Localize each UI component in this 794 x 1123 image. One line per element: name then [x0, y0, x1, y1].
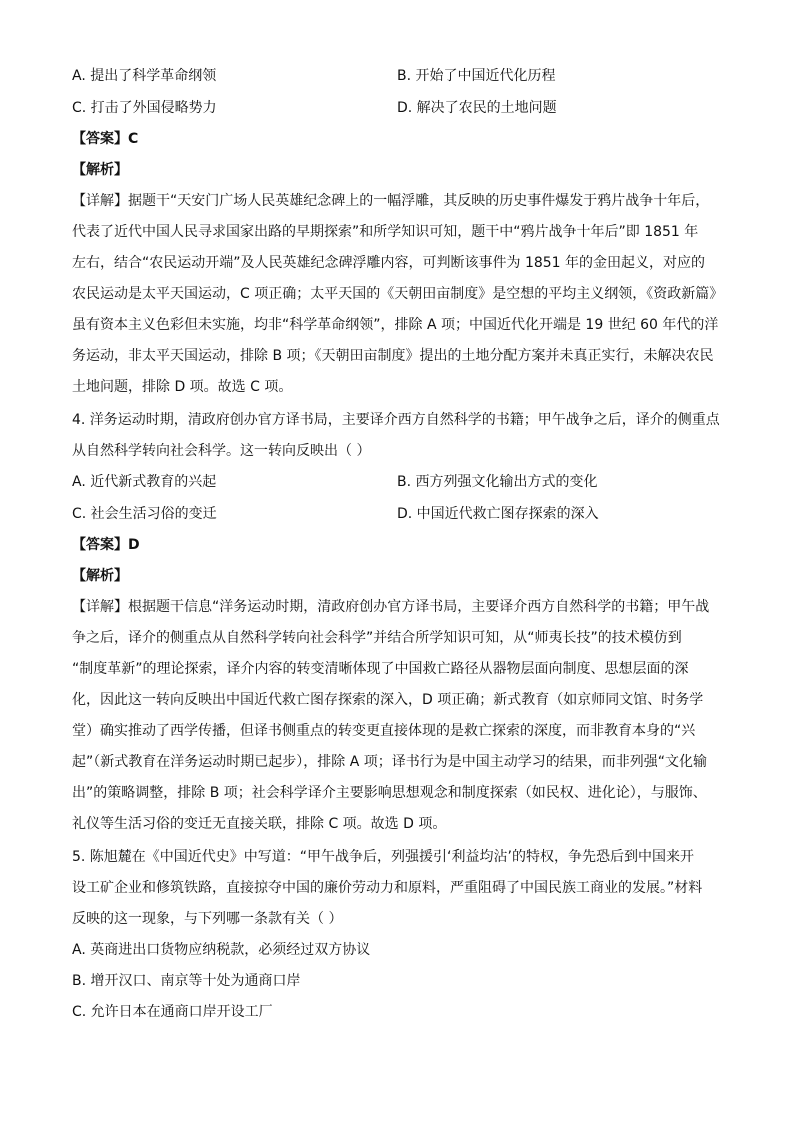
- q3-detail-line: 【详解】据题干“天安门广场人民英雄纪念碑上的一幅浮雕，其反映的历史事件爆发于鸦片战争十年后，: [72, 193, 710, 209]
- q3-detail-line: 务运动，非太平天国运动，排除 B 项；《天朝田亩制度》提出的土地分配方案并未真正实行，未解决农民: [72, 348, 714, 364]
- q4-option-c: C. 社会生活习俗的变迁: [72, 506, 217, 522]
- q4-detail-paragraph: [72, 592, 722, 840]
- q4-detail-line: 礼仪等生活习俗的变迁无直接关联，排除 C 项。故选 D 项。: [72, 816, 447, 832]
- q3-option-b: B. 开始了中国近代化历程: [397, 68, 556, 84]
- q5-option-b: B. 增开汉口、南京等十处为通商口岸: [72, 973, 301, 989]
- q3-detail-line: 左右，结合“农民运动开端”及人民英雄纪念碑浮雕内容，可判断该事件为 1851 年的金田起义，对应的: [72, 255, 706, 271]
- q3-answer: 【答案】C: [72, 131, 139, 147]
- q3-detail-line: 农民运动是太平天国运动，C 项正确；太平天国的《天朝田亩制度》是空想的平均主义纲领，《资政新篇》: [72, 286, 724, 302]
- q5-stem-line: 设工矿企业和修筑铁路，直接掠夺中国的廉价劳动力和原料，严重阻碍了中国民族工商业的发展。”材料: [72, 880, 703, 896]
- q4-stem-line: 4. 洋务运动时期，清政府创办官方译书局，主要译介西方自然科学的书籍；甲午战争之后，译介的侧重点: [72, 412, 720, 428]
- q5-stem-line: 5. 陈旭麓在《中国近代史》中写道：“甲午战争后，列强援引‘利益均沾’的特权，争先恐后到中国来开: [72, 849, 694, 865]
- q4-stem-line: 从自然科学转向社会科学。这一转向反映出（ ）: [72, 443, 371, 459]
- q4-detail-line: 【详解】根据题干信息“洋务运动时期，清政府创办官方译书局，主要译介西方自然科学的书籍；甲午战: [72, 599, 710, 615]
- q4-detail-line: 堂）确实推动了西学传播，但译书侧重点的转变更直接体现的是救亡探索的深度，而非教育本身的“兴: [72, 723, 696, 739]
- q3-analysis-label: 【解析】: [72, 162, 128, 178]
- q5-option-a: A. 英商进出口货物应纳税款，必须经过双方协议: [72, 942, 371, 958]
- q3-detail-paragraph: [72, 186, 722, 403]
- q4-analysis-label: 【解析】: [72, 568, 128, 584]
- q3-detail-line: 代表了近代中国人民寻求国家出路的早期探索”和所学知识可知，题干中“鸦片战争十年后”即 1851 年: [72, 224, 699, 240]
- q4-option-d: D. 中国近代救亡图存探索的深入: [397, 506, 599, 522]
- q4-detail-line: “制度革新”的理论探索，译介内容的转变清晰体现了中国救亡路径从器物层面向制度、思想层面的深: [72, 661, 689, 677]
- q3-option-c: C. 打击了外国侵略势力: [72, 100, 217, 116]
- q5-stem: [72, 842, 722, 935]
- q3-detail-line: 土地问题，排除 D 项。故选 C 项。: [72, 379, 293, 395]
- q4-detail-line: 出”的策略调整，排除 B 项；社会科学译介主要影响思想观念和制度探索（如民权、进化论），与服饰、: [72, 785, 707, 801]
- q4-detail-line: 化，因此这一转向反映出中国近代救亡图存探索的深入，D 项正确；新式教育（如京师同文馆、时务学: [72, 692, 704, 708]
- q3-option-d: D. 解决了农民的土地问题: [397, 100, 557, 116]
- q4-detail-line: 起”（新式教育在洋务运动时期已起步），排除 A 项；译书行为是中国主动学习的结果，而非列强“文化输: [72, 754, 707, 770]
- q4-answer: 【答案】D: [72, 537, 140, 553]
- q3-detail-line: 虽有资本主义色彩但未实施，均非“科学革命纲领”，排除 A 项；中国近代化开端是 19 世纪 60 年代的洋: [72, 317, 719, 333]
- q5-stem-line: 反映的这一现象，与下列哪一条款有关（ ）: [72, 911, 343, 927]
- q4-option-b: B. 西方列强文化输出方式的变化: [397, 474, 598, 490]
- q5-option-c: C. 允许日本在通商口岸开设工厂: [72, 1004, 273, 1020]
- q3-option-a: A. 提出了科学革命纲领: [72, 68, 217, 84]
- q4-detail-line: 争之后，译介的侧重点从自然科学转向社会科学”并结合所学知识可知，从“师夷长技”的技术模仿到: [72, 630, 682, 646]
- q4-option-a: A. 近代新式教育的兴起: [72, 474, 217, 490]
- q4-stem: [72, 405, 722, 467]
